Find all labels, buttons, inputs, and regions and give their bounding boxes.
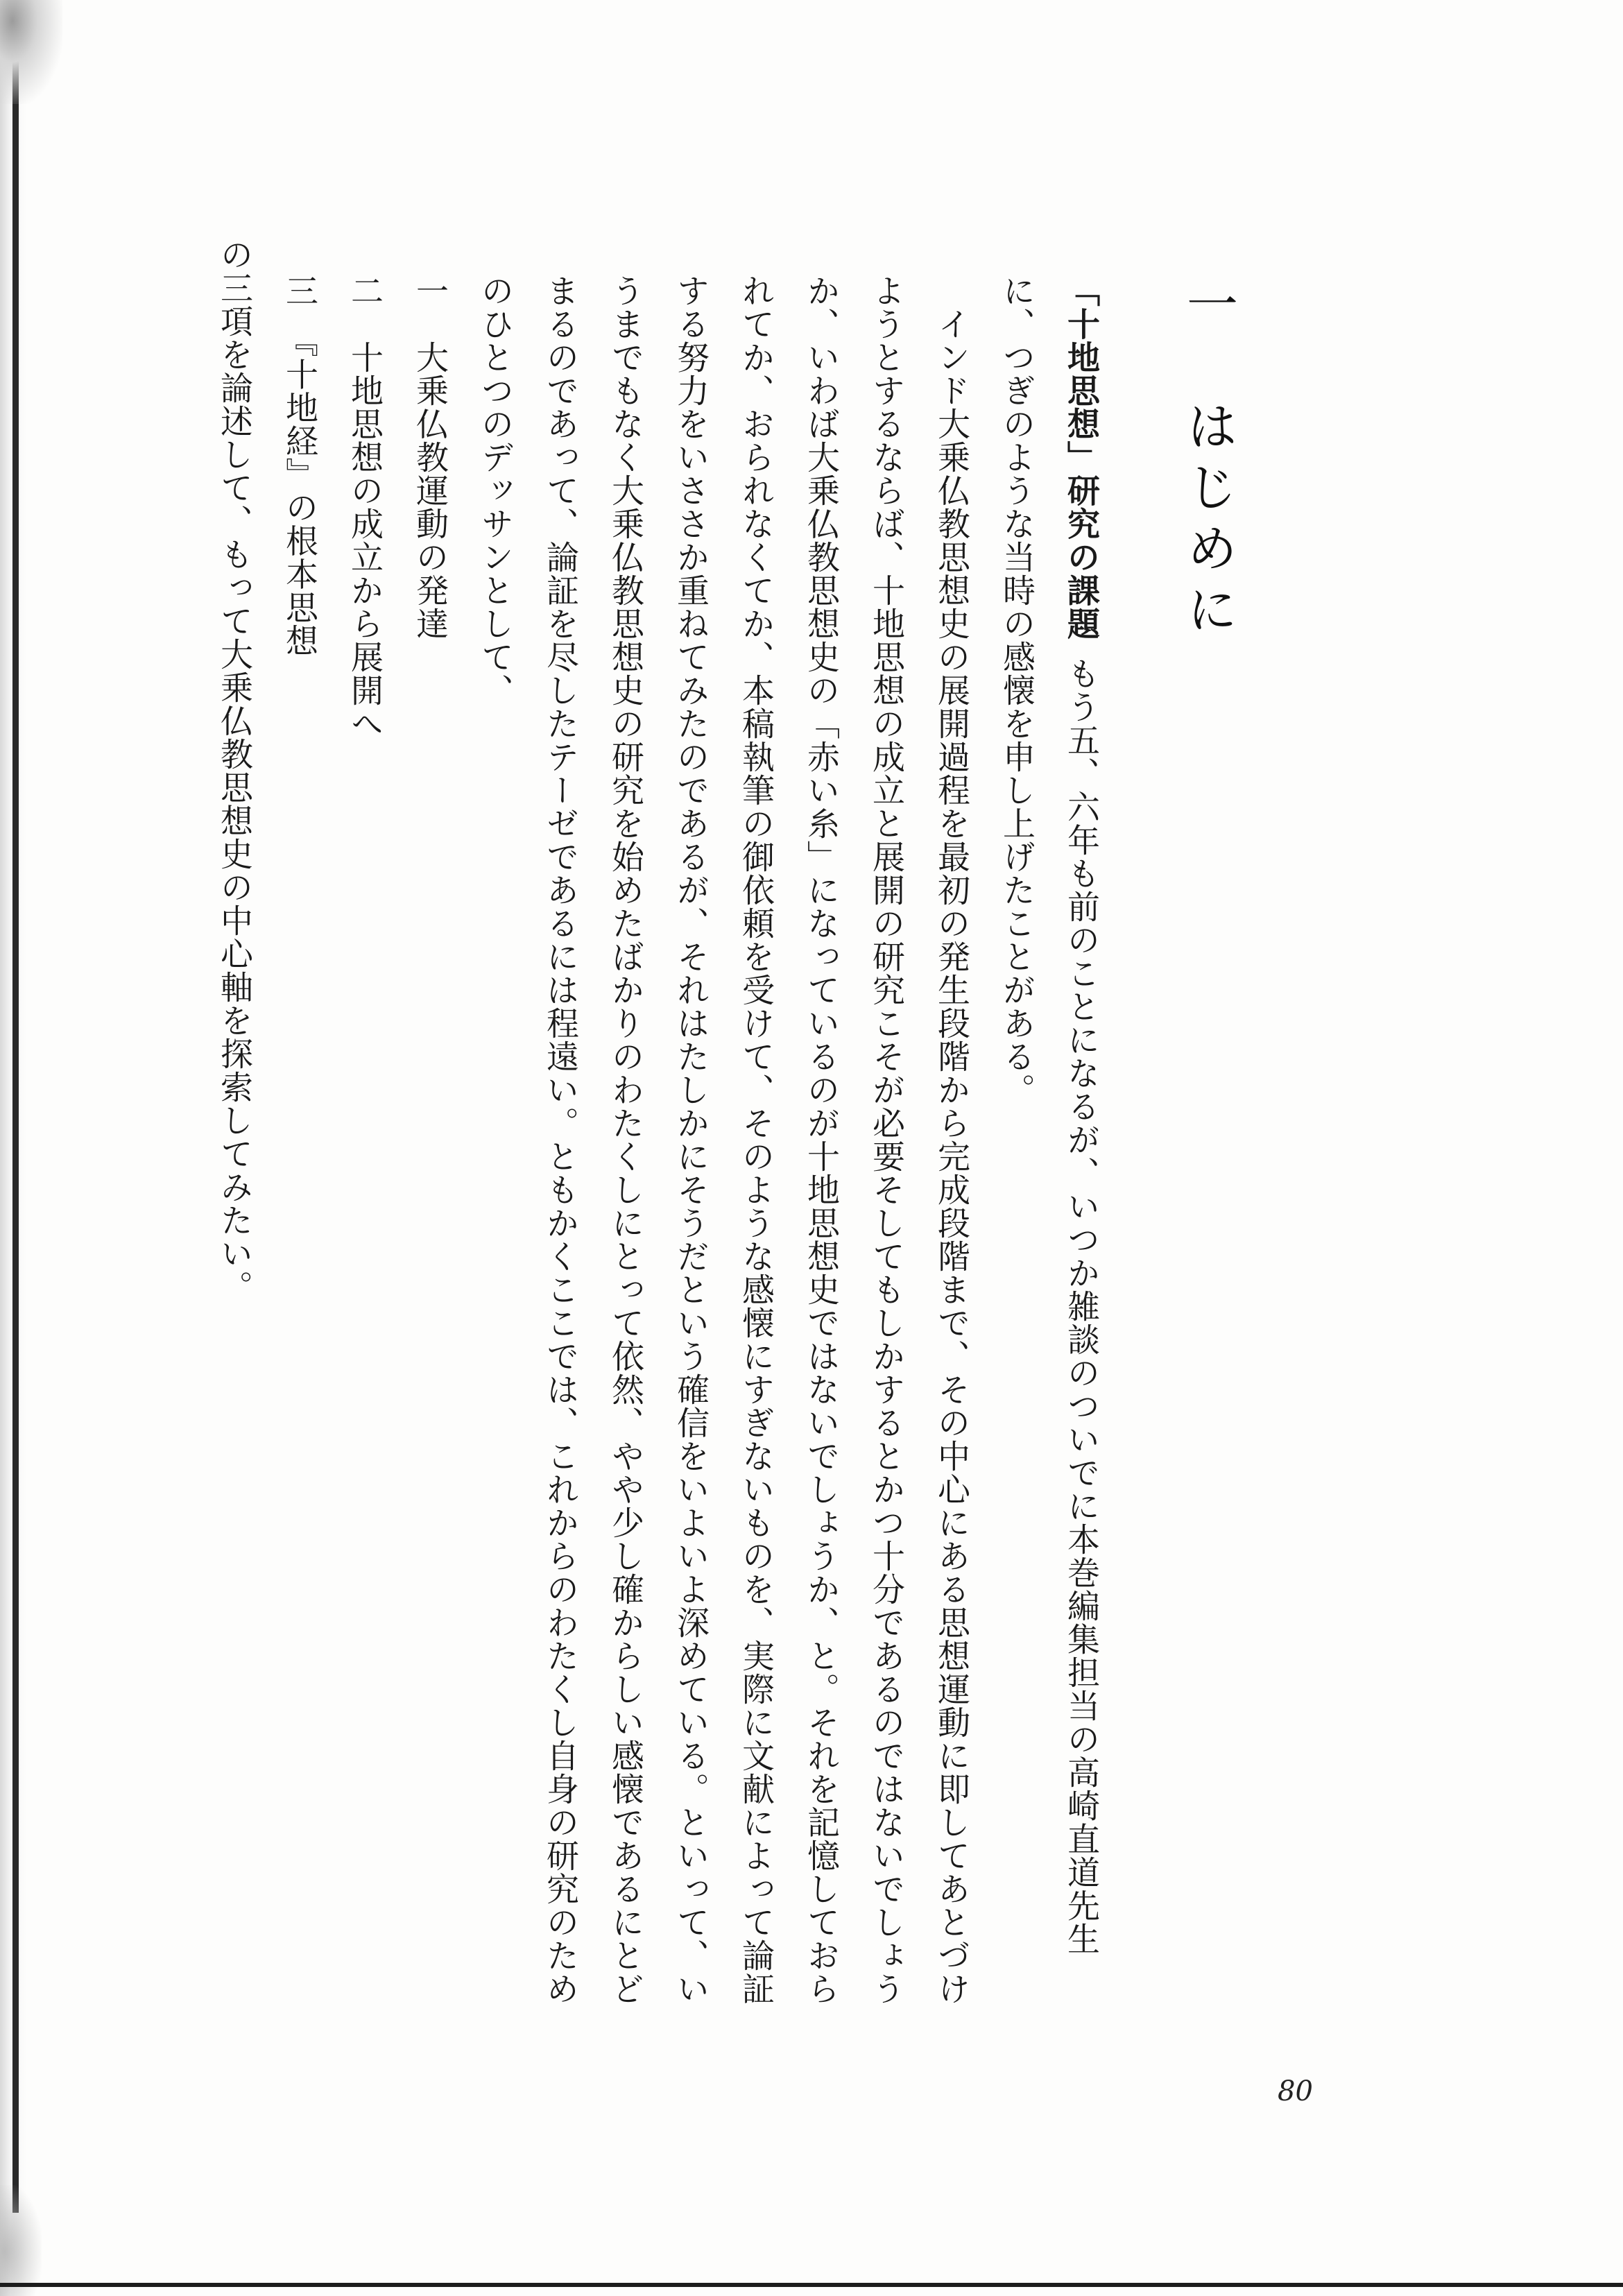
scan-bottom-edge: [0, 2283, 1623, 2287]
text-line: もう五、六年も前のことになるが、いつか雑談のついでに本巻編集担当の高崎直道先生: [1062, 657, 1100, 1955]
text-column-2: に、つぎのような当時の感懐を申し上げたことがある。: [997, 274, 1036, 1106]
scan-smudge-top: [0, 0, 62, 104]
page-number: 80: [1278, 2075, 1313, 2107]
text-column-9: まるのであって、論証を尽したテーゼであるには程遠い。ともかくここでは、これからのわたくし自身の研究のため: [541, 274, 579, 2005]
subsection-title: 「十地思想」研究の課題: [1062, 274, 1100, 640]
list-item-1: 一 大乗仏教運動の発達: [411, 274, 449, 640]
text-column-closing: の三項を論述して、もって大乗仏教思想史の中心軸を探索してみたい。: [215, 238, 253, 1303]
text-column-8: うまでもなく大乗仏教思想史の研究を始めたばかりのわたくしにとって依然、やや少し確からしい感懐であるにとど: [606, 274, 644, 2005]
text-column-6: れてか、おられなくてか、本稿執筆の御依頼を受けて、そのような感懐にすぎないものを、実際に文献によって論証: [737, 274, 775, 2005]
text-column-7: する努力をいささか重ねてみたのであるが、それはたしかにそうだという確信をいよいよ深めている。といって、い: [671, 274, 710, 2005]
text-column-1: [1062, 274, 1100, 1955]
text-column-3: インド大乗仏教思想史の展開過程を最初の発生段階から完成段階まで、その中心にある思想運動に即してあとづけ: [932, 307, 970, 2005]
text-column-5: か、いわば大乗仏教思想史の「赤い糸」になっているのが十地思想史ではないでしょうか、と。それを記憶しておら: [802, 274, 840, 2005]
text-column-4: ようとするならば、十地思想の成立と展開の研究こそが必要そしてもしかするとかつ十分であるのではないでしょう: [867, 274, 905, 2005]
section-heading: 一 はじめに: [1178, 277, 1238, 644]
list-item-3: 三 『十地経』の根本思想: [280, 274, 318, 658]
text-column-10: のひとつのデッサンとして、: [476, 274, 514, 707]
scan-smudge-bottom: [0, 2185, 42, 2296]
list-item-2: 二 十地思想の成立から展開へ: [345, 274, 384, 740]
scan-binding-bar: [12, 28, 19, 2213]
